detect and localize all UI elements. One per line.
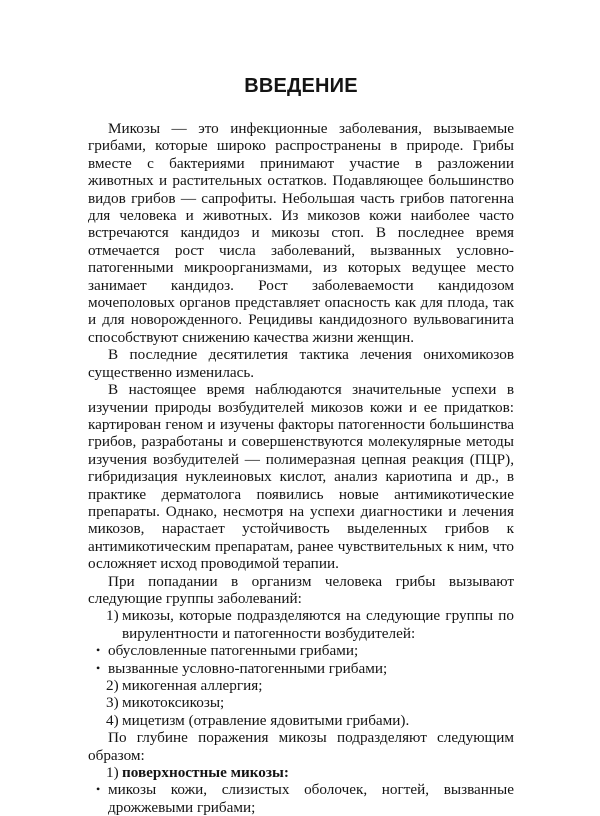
list-marker: 4) [106,711,119,729]
list-item [88,642,514,659]
list-item [88,694,514,711]
list-marker: 1) [106,607,119,625]
page-title: ВВЕДЕНИЕ [244,75,358,97]
list-item [88,677,514,694]
list-item [88,781,514,816]
list-item-text: микотоксикозы; [122,694,225,712]
paragraph-tactics: В последние десятилетия тактика лечения онихомикозов существенно изменилась. [88,346,514,381]
bullet-marker: • [96,643,101,658]
list-item [88,764,514,781]
list-item-text: микозы, которые подразделяются на следующие группы по вирулентности и патогенности возбудителей: [122,607,514,642]
list-item-text: микогенная аллергия; [122,677,263,694]
numbered-list-1 [88,607,514,642]
bullet-list-1 [88,642,514,677]
bullet-marker: • [96,782,101,797]
list-marker: 3) [106,694,119,712]
list-item-text: поверхностные микозы: [122,764,289,782]
list-item-text: микозы кожи, слизистых оболочек, ногтей, вызванные дрожжевыми грибами; [108,781,514,816]
bullet-marker: • [96,660,101,675]
numbered-list-3 [88,764,514,781]
paragraph-intro: Микозы — это инфекционные заболевания, вызываемые грибами, которые широко распространены в природе. Грибы вместе с бактериями принимают участие в разложении животных и растительных остатков. Подавляющее большинство видов грибов — сапрофиты. Небольшая часть грибов патогенна для человека и животных. Из микозов кожи наиболее часто встречаются кандидоз и микозы стоп. В последнее время отмечается рост числа заболеваний, вызванных условно-патогенными микроорганизмами, из которых ведущее место занимает кандидоз. Рост заболеваемости кандидозом мочеполовых органов представляет опасность как для плода, так и для новорожденного. Рецидивы кандидозного вульвовагинита способствуют снижению качества жизни женщин. [88,120,514,346]
list-marker: 2) [106,677,119,694]
paragraph-depth: По глубине поражения микозы подразделяют следующим образом: [88,729,514,764]
paragraph-groups: При попадании в организм человека грибы вызывают следующие группы заболеваний: [88,572,514,607]
paragraph-progress: В настоящее время наблюдаются значительные успехи в изучении природы возбудителей микозов кожи и ее придатков: картирован геном и изучены факторы патогенности большинства грибов, разработаны и совершенствуются молекулярные методы изучения возбудителей — полимеразная цепная реакция (ПЦР), гибридизация нуклеиновых кислот, анализ кариотипа и др., в практике дерматолога появились новые антимикотические препараты. Однако, несмотря на успехи диагностики и лечения микозов, нарастает устойчивость выделенных грибов к антимикотическим препаратам, ранее чувствительных к ним, что осложняет исход проводимой терапии. [88,381,514,573]
numbered-list-2 [88,677,514,729]
list-item-text: мицетизм (отравление ядовитыми грибами). [122,711,410,729]
list-marker: 1) [106,764,119,782]
list-item-text: вызванные условно-патогенными грибами; [108,659,388,677]
list-item [88,660,514,677]
list-item-text: обусловленные патогенными грибами; [108,642,359,660]
list-item [88,712,514,729]
list-item [88,607,514,642]
bullet-list-2 [88,781,514,816]
